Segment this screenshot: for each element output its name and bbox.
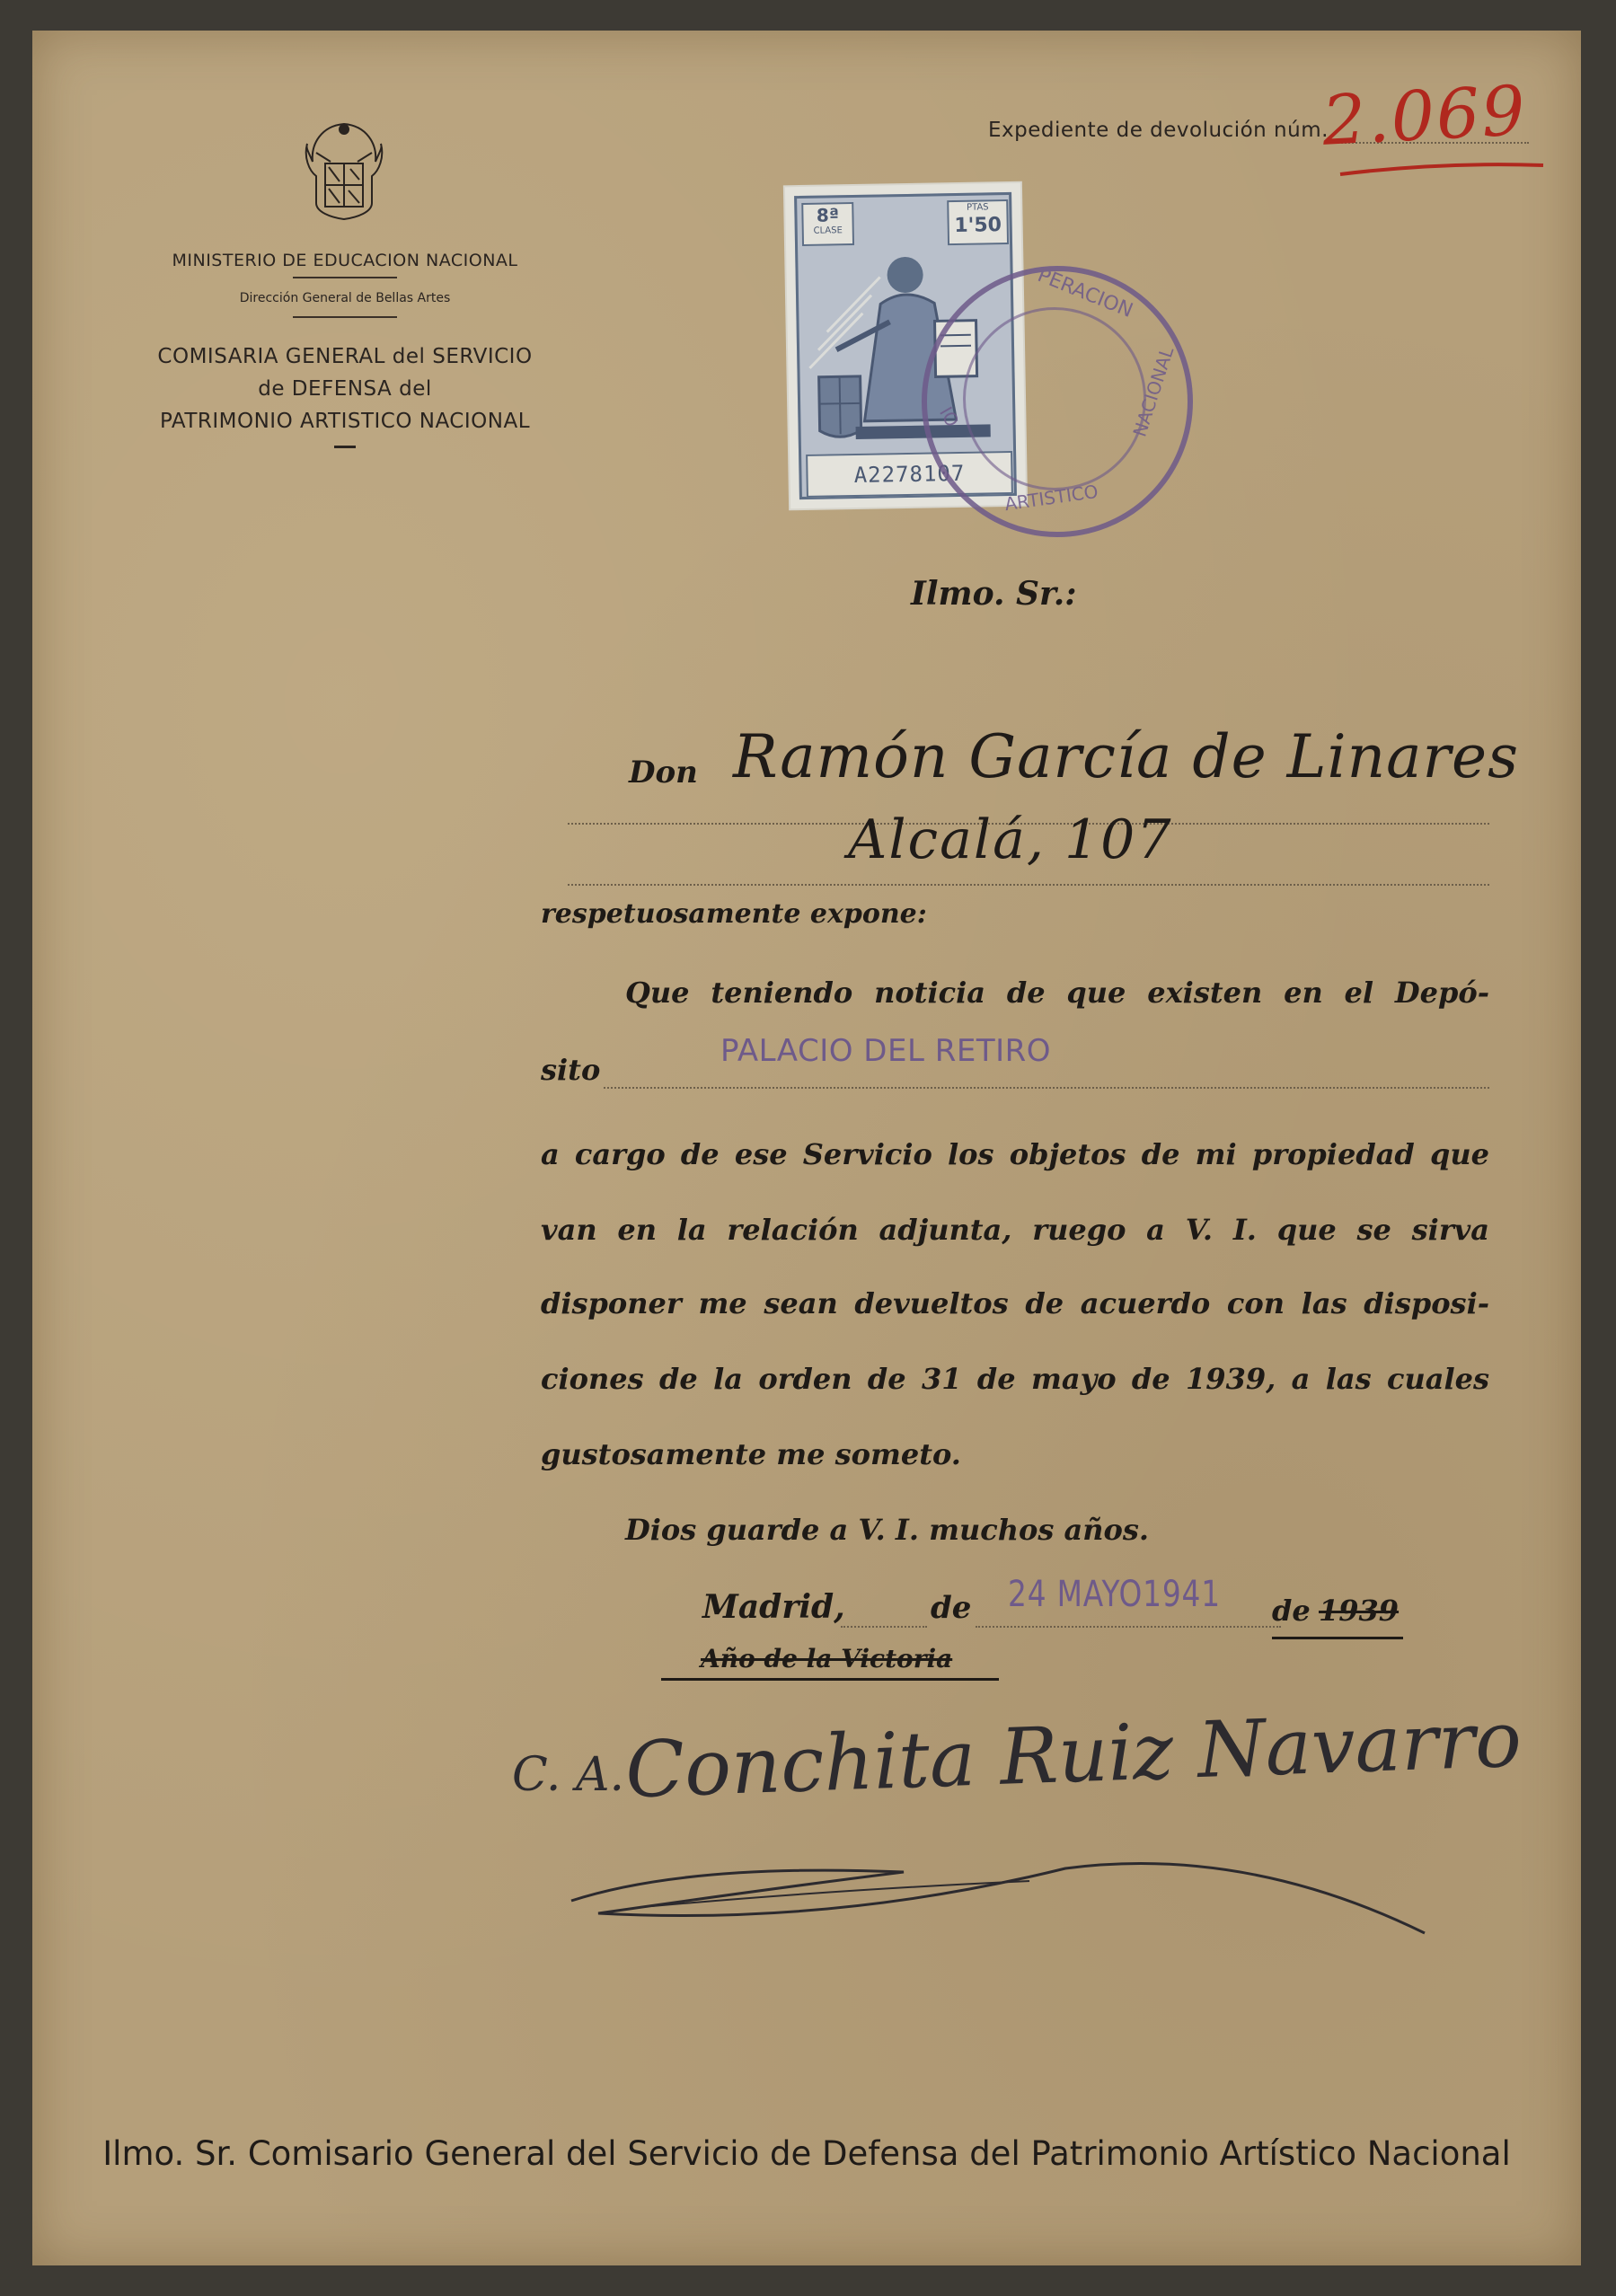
seal-text-left: IO [935,402,964,431]
deposit-label: sito [541,1053,601,1087]
stamp-class-word: CLASE [813,225,843,236]
directorate-name: Dirección General de Bellas Artes [239,291,451,305]
body-line-6: ciones de la orden de 31 de mayo de 1939, a las cuales [541,1362,1489,1396]
address-dotted-line [568,884,1489,886]
file-number-value: 2.069 [1320,70,1529,161]
signature-prefix: C. A. [512,1748,625,1802]
signature: Conchita Ruiz Navarro [623,1694,1523,1816]
commission-line-1: COMISARIA GENERAL del SERVICIO [157,345,533,368]
motto-underline [661,1678,999,1681]
year-underline [1272,1637,1403,1639]
document-sheet [32,31,1581,2265]
petitioner-address: Alcalá, 107 [848,808,1173,871]
stamp-price: 1'50 [954,214,1002,238]
seal-text-top: PERACION [1034,263,1136,323]
body-line-3: a cargo de ese Servicio los objetos de mi propiedad que [541,1137,1489,1171]
petitioner-name: Ramón García de Linares [733,722,1519,791]
body-line-4: van en la relación adjunta, ruego a V. I. que se sirva [541,1213,1489,1247]
header-short-rule [334,446,356,448]
expone-line: respetuosamente expone: [541,898,927,930]
deposit-dotted-line [604,1087,1489,1089]
date-dotted-line-1 [841,1626,927,1628]
file-number-label: Expediente de devolución núm. [988,119,1329,142]
deposit-value-stamp: PALACIO DEL RETIRO [720,1033,1052,1069]
commission-line-3: PATRIMONIO ARTISTICO NACIONAL [159,410,531,433]
stamp-class: 8ª [816,204,840,226]
year-struck: 1939 [1319,1594,1400,1628]
date-dotted-line-2 [976,1626,1281,1628]
coat-of-arms-icon [304,117,384,225]
stamp-serial: A2278107 [806,451,1013,498]
body-line-5: disponer me sean devueltos de acuerdo con las disposi- [541,1286,1489,1320]
date-de-1: de [931,1590,972,1626]
footer-addressee: Ilmo. Sr. Comisario General del Servicio de Defensa del Patrimonio Artístico Nacional [102,2134,1511,2173]
header-divider [293,316,397,318]
header-divider [293,277,397,278]
file-number-underline [1335,156,1550,183]
official-seal [922,263,1193,537]
body-line-1: Que teniendo noticia de que existen en el Depó- [625,976,1489,1010]
ministry-name: MINISTERIO DE EDUCACION NACIONAL [172,251,518,270]
year-motto-struck: Año de la Victoria [701,1644,953,1673]
seal-text-bottom: ARTISTICO [1002,480,1099,516]
date-de-2: de [1272,1594,1311,1628]
date-stamp: 24 MAYO1941 [1008,1574,1221,1615]
salutation: Ilmo. Sr.: [911,575,1077,613]
commission-line-2: de DEFENSA del [258,377,432,401]
signature-flourish [562,1827,1443,1962]
don-label: Don [629,755,698,790]
place-label: Madrid, [702,1588,845,1626]
closing-formula: Dios guarde a V. I. muchos años. [625,1513,1150,1547]
body-line-7: gustosamente me someto. [541,1437,961,1471]
stamp-price-label: PTAS [966,202,989,213]
seal-text-right: NACIONAL [1128,343,1179,440]
